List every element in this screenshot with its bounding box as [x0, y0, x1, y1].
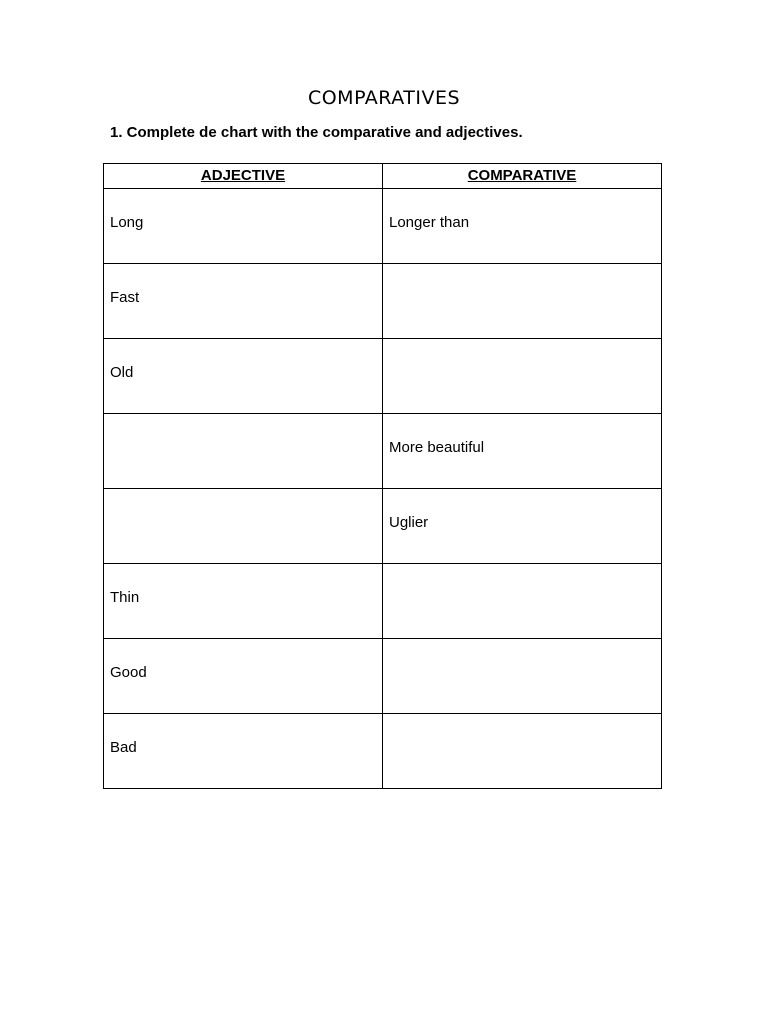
comparative-cell: Uglier: [383, 489, 662, 564]
adjective-cell: Long: [104, 189, 383, 264]
comparative-cell: [383, 564, 662, 639]
adjective-cell: Old: [104, 339, 383, 414]
adjective-cell: Fast: [104, 264, 383, 339]
page-title: COMPARATIVES: [307, 87, 461, 109]
instruction-text: 1. Complete de chart with the comparative and adjectives.: [110, 124, 523, 141]
comparative-cell: [383, 639, 662, 714]
comparative-cell: [383, 714, 662, 789]
adjective-cell: [104, 414, 383, 489]
adjective-cell: Good: [104, 639, 383, 714]
comparative-cell: [383, 264, 662, 339]
table-row: [104, 714, 662, 789]
comparative-cell: More beautiful: [383, 414, 662, 489]
table-row: [104, 639, 662, 714]
table-row: [104, 564, 662, 639]
header-adjective: ADJECTIVE: [104, 164, 383, 189]
adjective-cell: Thin: [104, 564, 383, 639]
comparative-cell: Longer than: [383, 189, 662, 264]
header-comparative: COMPARATIVE: [383, 164, 662, 189]
table-row: [104, 414, 662, 489]
table-row: [104, 264, 662, 339]
table-row: [104, 489, 662, 564]
adjective-cell: [104, 489, 383, 564]
table-header-row: [104, 164, 662, 189]
comparatives-table: [103, 163, 662, 789]
comparative-cell: [383, 339, 662, 414]
table-row: [104, 339, 662, 414]
table-row: [104, 189, 662, 264]
adjective-cell: Bad: [104, 714, 383, 789]
